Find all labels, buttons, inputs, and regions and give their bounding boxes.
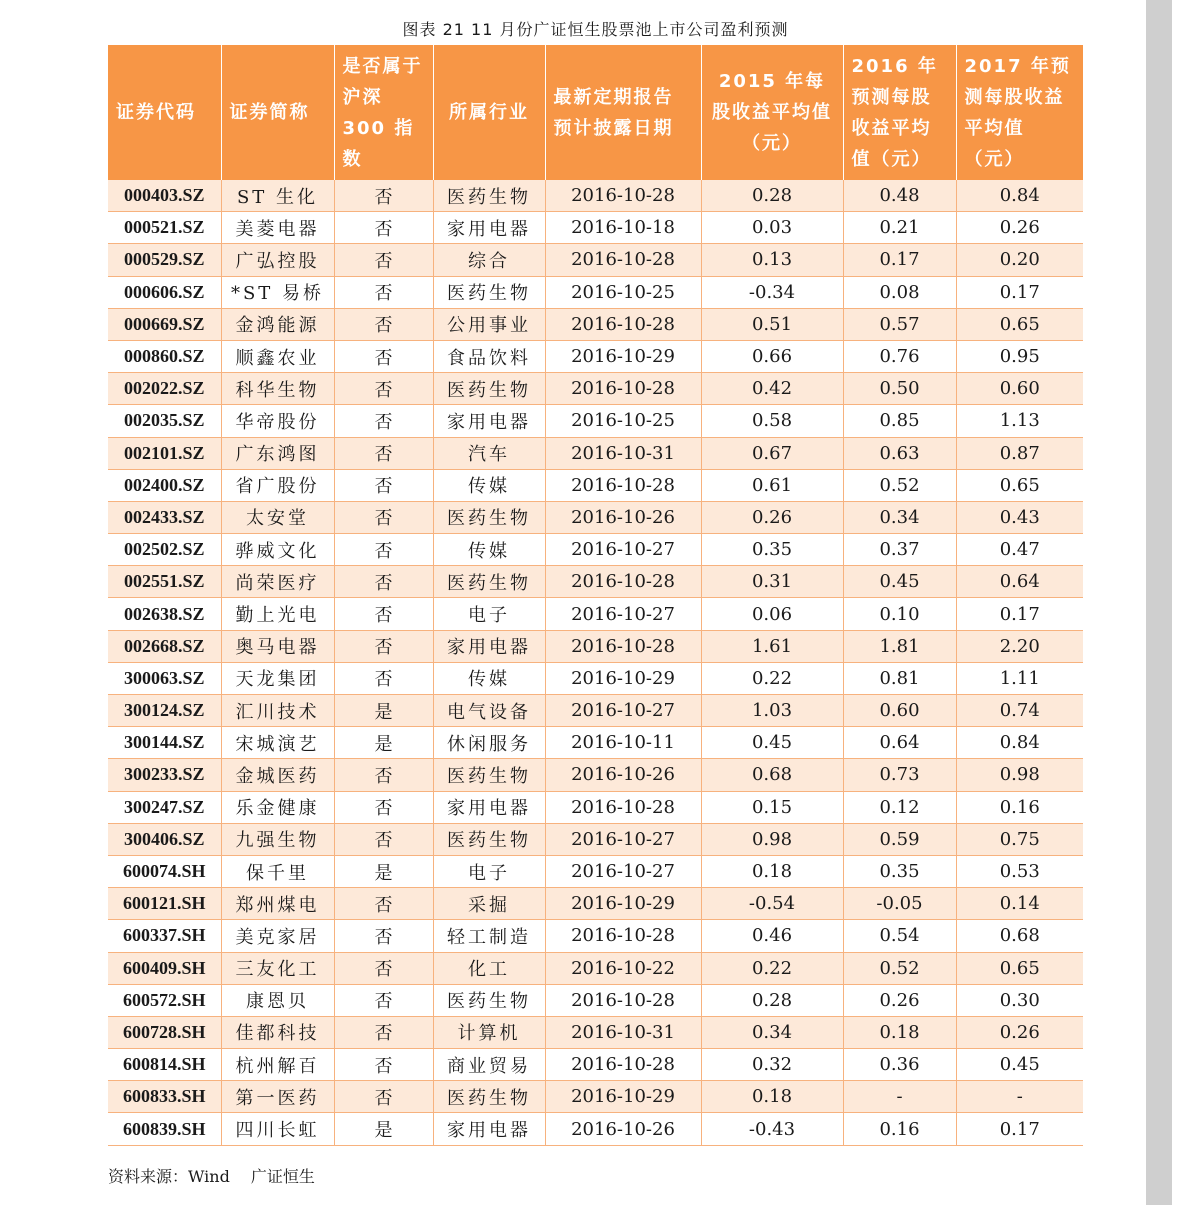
header-eps-2015: 2015 年每股收益平均值（元） [701,45,843,180]
cell-eps-2016: 0.76 [843,340,956,372]
cell-name: 科华生物 [221,373,334,405]
table-row [108,1113,1083,1145]
cell-eps-2017: 0.95 [956,340,1083,372]
header-code: 证券代码 [108,45,221,180]
cell-industry: 医药生物 [433,180,545,212]
table-row [108,212,1083,244]
cell-name: 省广股份 [221,469,334,501]
cell-industry: 医药生物 [433,276,545,308]
cell-name: 佳都科技 [221,1016,334,1048]
cell-eps-2016: 0.16 [843,1113,956,1145]
cell-hs300: 是 [334,727,433,759]
cell-eps-2016: 0.60 [843,695,956,727]
cell-industry: 家用电器 [433,405,545,437]
cell-eps-2015: 0.98 [701,823,843,855]
header-row [108,45,1083,180]
cell-eps-2015: 0.61 [701,469,843,501]
table-row [108,180,1083,212]
cell-eps-2016: 0.52 [843,952,956,984]
cell-eps-2017: 0.17 [956,276,1083,308]
cell-hs300: 否 [334,212,433,244]
cell-eps-2017: 0.98 [956,759,1083,791]
cell-eps-2016: 0.26 [843,984,956,1016]
cell-name: 美克家居 [221,920,334,952]
cell-eps-2017: 0.20 [956,244,1083,276]
cell-hs300: 否 [334,888,433,920]
cell-code: 000606.SZ [108,276,221,308]
cell-eps-2017: 0.84 [956,180,1083,212]
cell-name: 骅威文化 [221,534,334,566]
cell-eps-2015: 0.46 [701,920,843,952]
table-row [108,566,1083,598]
cell-eps-2017: 0.75 [956,823,1083,855]
cell-industry: 家用电器 [433,1113,545,1145]
table-row [108,340,1083,372]
cell-report-date: 2016-10-18 [545,212,701,244]
cell-eps-2017: 1.11 [956,662,1083,694]
cell-eps-2017: 0.68 [956,920,1083,952]
cell-eps-2016: 0.45 [843,566,956,598]
cell-name: 三友化工 [221,952,334,984]
cell-report-date: 2016-10-28 [545,469,701,501]
cell-hs300: 否 [334,920,433,952]
cell-eps-2015: 0.26 [701,501,843,533]
table-row [108,373,1083,405]
cell-report-date: 2016-10-27 [545,598,701,630]
cell-report-date: 2016-10-29 [545,662,701,694]
cell-hs300: 否 [334,534,433,566]
cell-eps-2015: -0.54 [701,888,843,920]
cell-eps-2016: 0.50 [843,373,956,405]
table-row [108,662,1083,694]
cell-report-date: 2016-10-26 [545,759,701,791]
cell-eps-2017: 0.65 [956,952,1083,984]
cell-name: 郑州煤电 [221,888,334,920]
header-eps-2017: 2017 年预测每股收益平均值（元） [956,45,1083,180]
cell-eps-2015: 0.28 [701,180,843,212]
cell-report-date: 2016-10-27 [545,855,701,887]
cell-hs300: 否 [334,373,433,405]
cell-report-date: 2016-10-29 [545,1081,701,1113]
cell-industry: 汽车 [433,437,545,469]
cell-eps-2017: 0.87 [956,437,1083,469]
cell-name: 勤上光电 [221,598,334,630]
header-eps-2016: 2016 年预测每股收益平均值（元） [843,45,956,180]
table-row [108,534,1083,566]
cell-name: 顺鑫农业 [221,340,334,372]
table-row [108,598,1083,630]
cell-hs300: 是 [334,855,433,887]
cell-code: 600337.SH [108,920,221,952]
cell-eps-2017: 0.60 [956,373,1083,405]
table-row [108,1016,1083,1048]
cell-name: ST 生化 [221,180,334,212]
cell-eps-2017: 0.45 [956,1049,1083,1081]
cell-eps-2016: 0.12 [843,791,956,823]
cell-eps-2017: 0.17 [956,1113,1083,1145]
cell-hs300: 否 [334,437,433,469]
cell-code: 000669.SZ [108,308,221,340]
cell-eps-2015: 0.51 [701,308,843,340]
cell-industry: 休闲服务 [433,727,545,759]
cell-eps-2015: 0.67 [701,437,843,469]
cell-name: 汇川技术 [221,695,334,727]
cell-industry: 医药生物 [433,373,545,405]
cell-hs300: 否 [334,501,433,533]
cell-code: 002638.SZ [108,598,221,630]
cell-code: 000860.SZ [108,340,221,372]
cell-report-date: 2016-10-31 [545,437,701,469]
cell-name: 尚荣医疗 [221,566,334,598]
cell-name: 华帝股份 [221,405,334,437]
source-note: 资料来源：Wind 广证恒生 [108,1167,315,1186]
cell-code: 300233.SZ [108,759,221,791]
cell-eps-2016: - [843,1081,956,1113]
cell-hs300: 否 [334,662,433,694]
cell-code: 600121.SH [108,888,221,920]
cell-eps-2016: 0.10 [843,598,956,630]
cell-name: 奥马电器 [221,630,334,662]
cell-eps-2017: - [956,1081,1083,1113]
cell-eps-2015: 1.03 [701,695,843,727]
cell-industry: 综合 [433,244,545,276]
cell-eps-2017: 0.14 [956,888,1083,920]
cell-eps-2015: 0.18 [701,1081,843,1113]
cell-report-date: 2016-10-28 [545,984,701,1016]
cell-eps-2016: 0.73 [843,759,956,791]
cell-name: 杭州解百 [221,1049,334,1081]
cell-eps-2015: -0.34 [701,276,843,308]
cell-hs300: 否 [334,276,433,308]
cell-code: 002035.SZ [108,405,221,437]
cell-eps-2016: 0.52 [843,469,956,501]
cell-eps-2016: -0.05 [843,888,956,920]
cell-industry: 食品饮料 [433,340,545,372]
cell-hs300: 否 [334,1049,433,1081]
cell-code: 300144.SZ [108,727,221,759]
cell-report-date: 2016-10-25 [545,276,701,308]
table-row [108,759,1083,791]
cell-name: 金鸿能源 [221,308,334,340]
cell-code: 600833.SH [108,1081,221,1113]
cell-hs300: 否 [334,823,433,855]
cell-eps-2015: 0.35 [701,534,843,566]
cell-eps-2017: 0.65 [956,469,1083,501]
cell-industry: 商业贸易 [433,1049,545,1081]
table-row [108,695,1083,727]
cell-eps-2016: 0.85 [843,405,956,437]
cell-industry: 家用电器 [433,212,545,244]
cell-hs300: 否 [334,984,433,1016]
cell-eps-2015: 0.22 [701,952,843,984]
cell-report-date: 2016-10-27 [545,534,701,566]
cell-eps-2017: 0.43 [956,501,1083,533]
cell-eps-2016: 0.18 [843,1016,956,1048]
cell-industry: 医药生物 [433,1081,545,1113]
cell-industry: 采掘 [433,888,545,920]
cell-eps-2017: 0.17 [956,598,1083,630]
cell-code: 000529.SZ [108,244,221,276]
cell-hs300: 否 [334,340,433,372]
cell-industry: 电气设备 [433,695,545,727]
cell-eps-2016: 0.17 [843,244,956,276]
cell-eps-2017: 0.26 [956,212,1083,244]
cell-report-date: 2016-10-28 [545,308,701,340]
cell-name: 广东鸿图 [221,437,334,469]
cell-name: 乐金健康 [221,791,334,823]
cell-hs300: 否 [334,469,433,501]
table-row [108,888,1083,920]
cell-eps-2017: 0.26 [956,1016,1083,1048]
cell-hs300: 否 [334,952,433,984]
table-row [108,405,1083,437]
cell-eps-2015: 0.18 [701,855,843,887]
cell-eps-2017: 1.13 [956,405,1083,437]
cell-industry: 家用电器 [433,791,545,823]
cell-eps-2017: 0.74 [956,695,1083,727]
table-row [108,630,1083,662]
cell-eps-2015: 1.61 [701,630,843,662]
cell-industry: 医药生物 [433,823,545,855]
cell-code: 002022.SZ [108,373,221,405]
cell-hs300: 否 [334,566,433,598]
cell-report-date: 2016-10-22 [545,952,701,984]
cell-code: 600409.SH [108,952,221,984]
cell-name: 宋城演艺 [221,727,334,759]
cell-code: 600572.SH [108,984,221,1016]
cell-eps-2015: 0.22 [701,662,843,694]
cell-name: 金城医药 [221,759,334,791]
cell-industry: 医药生物 [433,984,545,1016]
cell-eps-2015: 0.45 [701,727,843,759]
table-row [108,791,1083,823]
table-row [108,920,1083,952]
cell-hs300: 否 [334,405,433,437]
cell-eps-2017: 0.53 [956,855,1083,887]
cell-report-date: 2016-10-27 [545,695,701,727]
cell-industry: 轻工制造 [433,920,545,952]
cell-eps-2015: 0.32 [701,1049,843,1081]
table-row [108,501,1083,533]
cell-industry: 化工 [433,952,545,984]
cell-industry: 电子 [433,855,545,887]
cell-code: 600728.SH [108,1016,221,1048]
cell-industry: 医药生物 [433,759,545,791]
cell-eps-2015: 0.13 [701,244,843,276]
cell-code: 002433.SZ [108,501,221,533]
table-row [108,276,1083,308]
cell-code: 002101.SZ [108,437,221,469]
cell-eps-2016: 0.35 [843,855,956,887]
cell-code: 300406.SZ [108,823,221,855]
cell-report-date: 2016-10-28 [545,566,701,598]
cell-eps-2017: 0.30 [956,984,1083,1016]
header-name: 证券简称 [221,45,334,180]
cell-report-date: 2016-10-28 [545,791,701,823]
cell-eps-2016: 0.54 [843,920,956,952]
cell-hs300: 否 [334,180,433,212]
cell-eps-2015: 0.31 [701,566,843,598]
cell-industry: 家用电器 [433,630,545,662]
cell-eps-2016: 0.57 [843,308,956,340]
cell-code: 600074.SH [108,855,221,887]
cell-report-date: 2016-10-11 [545,727,701,759]
cell-hs300: 否 [334,308,433,340]
cell-report-date: 2016-10-29 [545,340,701,372]
cell-name: 康恩贝 [221,984,334,1016]
cell-hs300: 否 [334,791,433,823]
table-row [108,1081,1083,1113]
vertical-scrollbar[interactable] [1146,0,1172,1205]
cell-hs300: 否 [334,759,433,791]
cell-eps-2017: 0.16 [956,791,1083,823]
table-row [108,823,1083,855]
cell-eps-2016: 0.63 [843,437,956,469]
header-industry: 所属行业 [433,45,545,180]
cell-eps-2015: 0.68 [701,759,843,791]
cell-code: 002551.SZ [108,566,221,598]
cell-eps-2016: 0.48 [843,180,956,212]
cell-report-date: 2016-10-28 [545,630,701,662]
table-row [108,984,1083,1016]
cell-report-date: 2016-10-28 [545,244,701,276]
cell-eps-2016: 0.36 [843,1049,956,1081]
cell-code: 000403.SZ [108,180,221,212]
table-row [108,308,1083,340]
cell-report-date: 2016-10-28 [545,180,701,212]
cell-eps-2016: 0.59 [843,823,956,855]
cell-hs300: 是 [334,695,433,727]
cell-code: 000521.SZ [108,212,221,244]
cell-industry: 传媒 [433,469,545,501]
cell-eps-2017: 0.64 [956,566,1083,598]
table-row [108,952,1083,984]
cell-hs300: 是 [334,1113,433,1145]
cell-eps-2015: 0.06 [701,598,843,630]
table-row [108,727,1083,759]
cell-eps-2015: -0.43 [701,1113,843,1145]
cell-code: 600814.SH [108,1049,221,1081]
cell-eps-2015: 0.42 [701,373,843,405]
header-hs300: 是否属于沪深 300 指数 [334,45,433,180]
cell-eps-2017: 0.65 [956,308,1083,340]
cell-report-date: 2016-10-28 [545,1049,701,1081]
table-body [108,180,1083,1145]
cell-name: 天龙集团 [221,662,334,694]
cell-report-date: 2016-10-27 [545,823,701,855]
cell-code: 300063.SZ [108,662,221,694]
cell-eps-2016: 0.34 [843,501,956,533]
table-row [108,1049,1083,1081]
cell-name: 第一医药 [221,1081,334,1113]
cell-industry: 公用事业 [433,308,545,340]
cell-name: 保千里 [221,855,334,887]
cell-industry: 电子 [433,598,545,630]
cell-eps-2015: 0.15 [701,791,843,823]
cell-hs300: 否 [334,1081,433,1113]
cell-eps-2016: 0.64 [843,727,956,759]
cell-hs300: 否 [334,1016,433,1048]
cell-eps-2015: 0.28 [701,984,843,1016]
cell-name: *ST 易桥 [221,276,334,308]
cell-code: 002668.SZ [108,630,221,662]
cell-name: 四川长虹 [221,1113,334,1145]
cell-eps-2016: 0.37 [843,534,956,566]
table-row [108,244,1083,276]
cell-eps-2017: 0.84 [956,727,1083,759]
table-row [108,437,1083,469]
cell-eps-2016: 0.08 [843,276,956,308]
cell-hs300: 否 [334,630,433,662]
cell-eps-2016: 0.81 [843,662,956,694]
cell-industry: 计算机 [433,1016,545,1048]
cell-report-date: 2016-10-29 [545,888,701,920]
table-row [108,469,1083,501]
cell-industry: 传媒 [433,662,545,694]
cell-code: 600839.SH [108,1113,221,1145]
cell-name: 九强生物 [221,823,334,855]
cell-code: 002502.SZ [108,534,221,566]
cell-hs300: 否 [334,598,433,630]
cell-report-date: 2016-10-26 [545,501,701,533]
cell-name: 美菱电器 [221,212,334,244]
earnings-forecast-table [108,45,1083,1146]
cell-report-date: 2016-10-31 [545,1016,701,1048]
cell-eps-2016: 0.21 [843,212,956,244]
cell-eps-2017: 0.47 [956,534,1083,566]
cell-industry: 医药生物 [433,501,545,533]
cell-code: 002400.SZ [108,469,221,501]
cell-eps-2015: 0.34 [701,1016,843,1048]
cell-report-date: 2016-10-28 [545,373,701,405]
table-row [108,855,1083,887]
cell-code: 300247.SZ [108,791,221,823]
cell-eps-2015: 0.58 [701,405,843,437]
cell-eps-2016: 1.81 [843,630,956,662]
table-caption: 图表 21 11 月份广证恒生股票池上市公司盈利预测 [402,20,789,39]
cell-industry: 医药生物 [433,566,545,598]
cell-name: 太安堂 [221,501,334,533]
cell-report-date: 2016-10-26 [545,1113,701,1145]
cell-report-date: 2016-10-28 [545,920,701,952]
cell-hs300: 否 [334,244,433,276]
cell-report-date: 2016-10-25 [545,405,701,437]
cell-industry: 传媒 [433,534,545,566]
cell-eps-2017: 2.20 [956,630,1083,662]
cell-code: 300124.SZ [108,695,221,727]
cell-name: 广弘控股 [221,244,334,276]
cell-eps-2015: 0.03 [701,212,843,244]
header-report-date: 最新定期报告预计披露日期 [545,45,701,180]
cell-eps-2015: 0.66 [701,340,843,372]
